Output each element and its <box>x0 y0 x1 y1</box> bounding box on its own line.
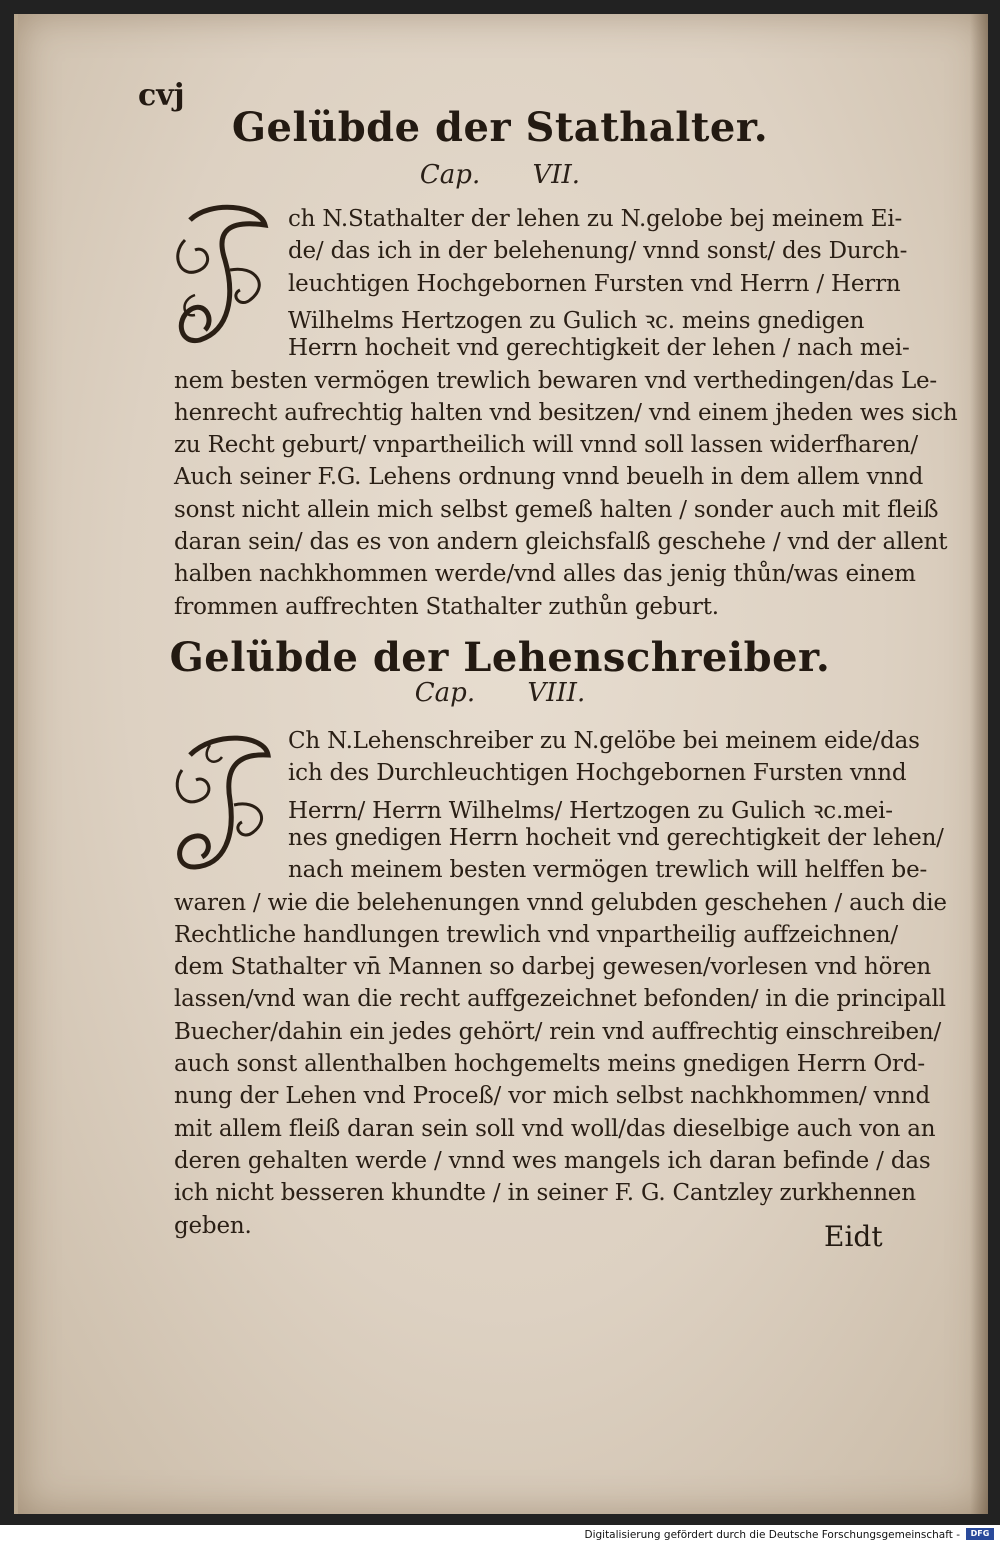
section2-line: nes gnedigen Herrn hocheit vnd gerechtigkeit der lehen/ <box>288 824 944 851</box>
section2-cap-number: VIII. <box>527 678 586 708</box>
dfg-logo-icon: DFG <box>966 1528 994 1540</box>
section2-line: Ch N.Lehenschreiber zu N.gelöbe bei meinem eide/das <box>288 728 920 754</box>
section1-line: ch N.Stathalter der lehen zu N.gelobe bej meinem Ei- <box>288 206 903 232</box>
section2-line: deren gehalten werde / vnnd wes mangels ich daran befinde / das <box>174 1147 931 1174</box>
footer-credit: Digitalisierung gefördert durch die Deutsche Forschungsgemeinschaft - <box>584 1529 960 1541</box>
section1-cap-label: Cap. <box>419 160 481 190</box>
section1-heading: Gelübde der Stathalter. <box>231 104 769 151</box>
section2-line: dem Stathalter vn̄ Mannen so darbej gewesen/vorlesen vnd hören <box>174 954 932 981</box>
section2-cap-label: Cap. <box>414 678 476 708</box>
section2-line: geben. <box>174 1212 252 1239</box>
section2-line: Buecher/dahin ein jedes gehört/ rein vnd auffrechtig einschreiben/ <box>174 1018 942 1045</box>
section1-line: frommen auffrechten Stathalter zuthůn geburt. <box>174 593 719 620</box>
section1-line: daran sein/ das es von andern gleichsfalß geschehe / vnd der allent <box>174 529 948 555</box>
folio-number: cvj <box>138 78 185 113</box>
section2-line: Herrn/ Herrn Wilhelms/ Hertzogen zu Gulich ꝛc.mei- <box>288 797 893 824</box>
decorated-initial-i <box>170 200 280 350</box>
section1-line: leuchtigen Hochgebornen Fursten vnd Herrn / Herrn <box>288 270 901 297</box>
section1-line: Wilhelms Hertzogen zu Gulich ꝛc. meins gnedigen <box>288 307 865 334</box>
section2-line: nach meinem besten vermögen trewlich will helffen be- <box>288 857 928 884</box>
section2-line: nung der Lehen vnd Proceß/ vor mich selbst nachkhommen/ vnnd <box>174 1083 931 1110</box>
section1-line: Herrn hocheit vnd gerechtigkeit der lehen / nach mei- <box>288 335 910 362</box>
catchword: Eidt <box>824 1220 883 1253</box>
section2-line: ich des Durchleuchtigen Hochgebornen Fursten vnnd <box>288 760 907 787</box>
section1-line: halben nachkhommen werde/vnd alles das jenig thůn/was einem <box>174 561 916 588</box>
decorated-initial-j <box>170 725 280 875</box>
section1-chapter <box>0 160 1000 190</box>
section2-line: ich nicht besseren khundte / in seiner F. G. Cantzley zurkhennen <box>174 1180 916 1207</box>
section2-line: mit allem fleiß daran sein soll vnd woll/das dieselbige auch von an <box>174 1115 936 1142</box>
section2-heading: Gelübde der Lehenschreiber. <box>169 634 831 681</box>
section1-line: nem besten vermögen trewlich bewaren vnd verthedingen/das Le- <box>174 367 937 394</box>
section1-line: de/ das ich in der belehenung/ vnnd sonst/ des Durch- <box>288 238 908 265</box>
section1-line: henrecht aufrechtig halten vnd besitzen/ vnd einem jheden wes sich <box>174 399 958 426</box>
section2-line: auch sonst allenthalben hochgemelts meins gnedigen Herrn Ord- <box>174 1051 925 1077</box>
section1-line: sonst nicht allein mich selbst gemeß halten / sonder auch mit fleiß <box>174 496 939 523</box>
section1-line: Auch seiner F.G. Lehens ordnung vnnd beuelh in dem allem vnnd <box>174 464 924 491</box>
section1-line: zu Recht geburt/ vnpartheilich will vnnd soll lassen widerfharen/ <box>174 432 918 459</box>
section2-line: lassen/vnd wan die recht auffgezeichnet befonden/ in die principall <box>174 986 946 1013</box>
section2-line: waren / wie die belehenungen vnnd gelubden geschehen / auch die <box>174 889 947 916</box>
section1-cap-number: VII. <box>532 160 581 190</box>
section2-chapter <box>0 678 1000 708</box>
section2-line: Rechtliche handlungen trewlich vnd vnpartheilig auffzeichnen/ <box>174 921 898 948</box>
